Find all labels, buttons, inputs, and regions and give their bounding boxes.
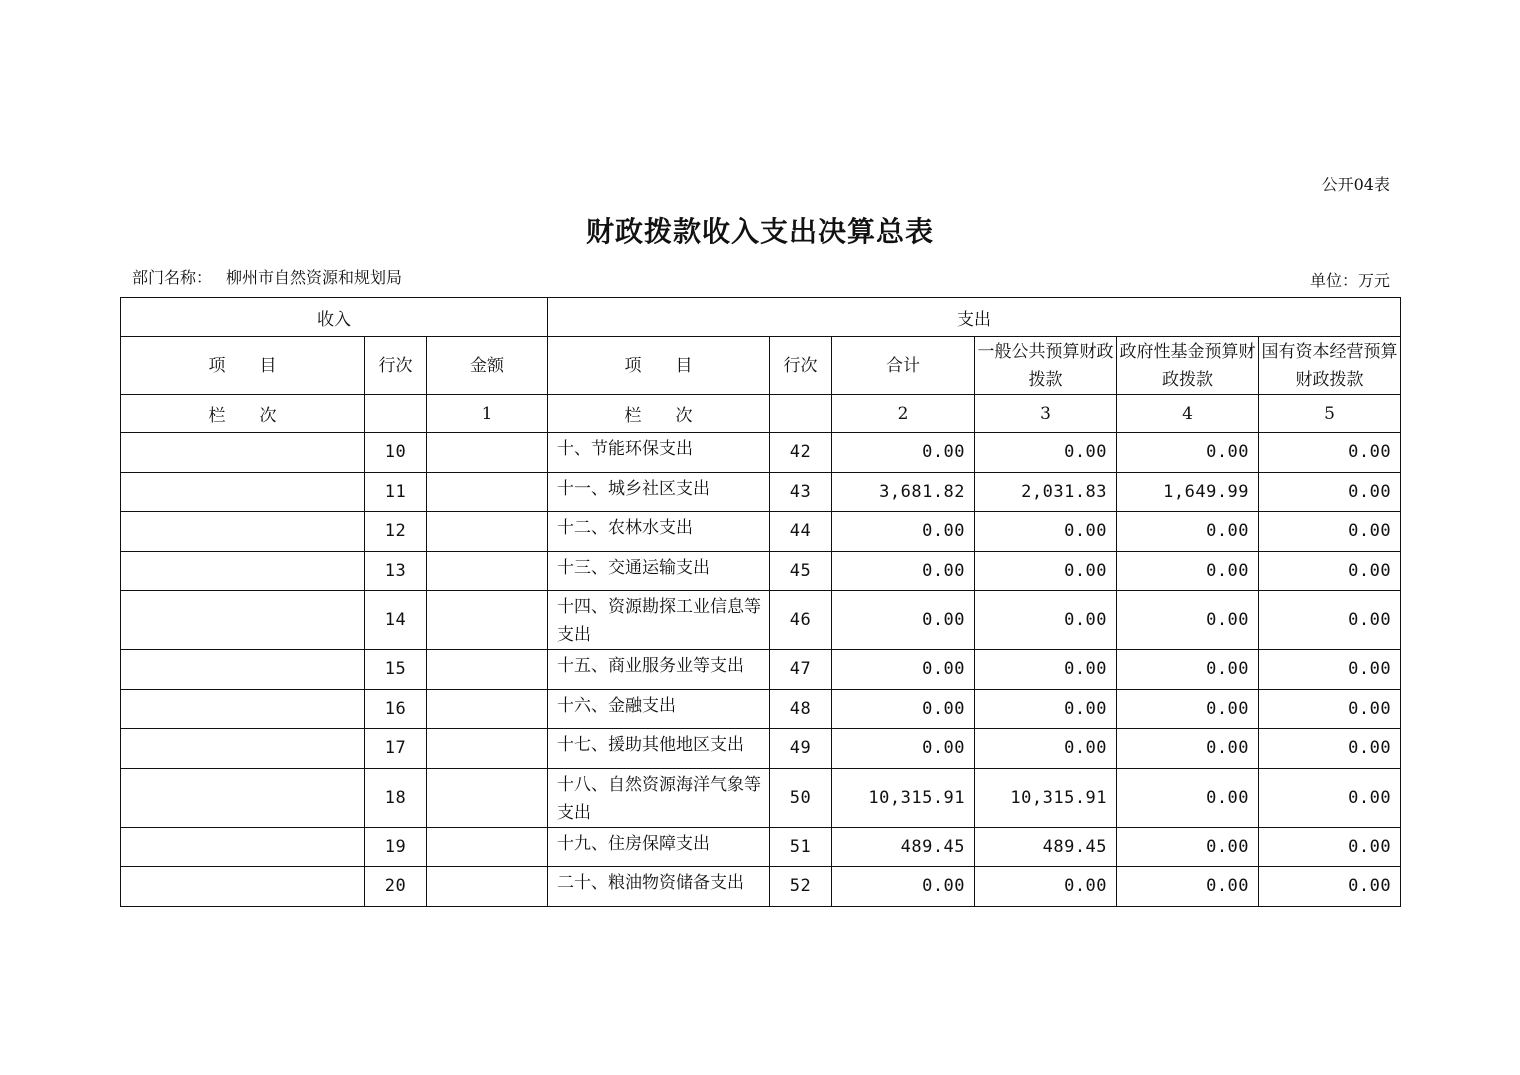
expense-item-cell: 十四、资源勘探工业信息等支出 — [548, 591, 770, 650]
table-row — [121, 768, 1401, 827]
income-item-cell — [121, 650, 365, 690]
income-item-cell — [121, 472, 365, 512]
empty-cell — [365, 395, 427, 433]
table-row — [121, 551, 1401, 591]
department-line — [132, 265, 402, 288]
expense-header: 支出 — [548, 298, 1401, 337]
income-line-cell: 16 — [365, 689, 427, 729]
income-line-cell: 19 — [365, 827, 427, 867]
expense-line-cell: 50 — [770, 768, 832, 827]
expense-line-cell: 44 — [770, 512, 832, 552]
state-capital-cell: 0.00 — [1259, 689, 1401, 729]
income-line-cell: 20 — [365, 867, 427, 907]
income-amount-cell — [427, 768, 548, 827]
expense-line-cell: 45 — [770, 551, 832, 591]
income-amount-cell — [427, 729, 548, 769]
column-number-1: 1 — [427, 395, 548, 433]
general-budget-header: 一般公共预算财政拨款 — [975, 337, 1117, 395]
expense-item-cell: 二十、粮油物资储备支出 — [548, 867, 770, 907]
table-row — [121, 433, 1401, 473]
header-row-1 — [121, 298, 1401, 337]
state-capital-cell: 0.00 — [1259, 512, 1401, 552]
total-cell: 0.00 — [832, 512, 975, 552]
total-cell: 0.00 — [832, 650, 975, 690]
income-item-cell — [121, 551, 365, 591]
total-cell: 489.45 — [832, 827, 975, 867]
expense-line-cell: 49 — [770, 729, 832, 769]
department-label: 部门名称： — [132, 268, 213, 287]
income-item-cell — [121, 867, 365, 907]
income-item-cell — [121, 512, 365, 552]
income-amount-header: 金额 — [427, 337, 548, 395]
table-row — [121, 867, 1401, 907]
income-item-cell — [121, 433, 365, 473]
income-item-cell — [121, 827, 365, 867]
form-number: 公开04表 — [1321, 175, 1390, 194]
gov-fund-cell: 0.00 — [1117, 591, 1259, 650]
expense-item-cell: 十二、农林水支出 — [548, 512, 770, 552]
general-budget-cell: 0.00 — [975, 591, 1117, 650]
income-item-cell — [121, 689, 365, 729]
gov-fund-cell: 0.00 — [1117, 650, 1259, 690]
gov-fund-cell: 0.00 — [1117, 827, 1259, 867]
total-cell: 0.00 — [832, 729, 975, 769]
income-item-cell — [121, 591, 365, 650]
gov-fund-cell: 0.00 — [1117, 551, 1259, 591]
expense-line-cell: 48 — [770, 689, 832, 729]
income-line-cell: 12 — [365, 512, 427, 552]
total-cell: 0.00 — [832, 689, 975, 729]
total-cell: 3,681.82 — [832, 472, 975, 512]
general-budget-cell: 2,031.83 — [975, 472, 1117, 512]
general-budget-cell: 0.00 — [975, 650, 1117, 690]
state-capital-cell: 0.00 — [1259, 827, 1401, 867]
expense-line-cell: 42 — [770, 433, 832, 473]
expense-line-cell: 51 — [770, 827, 832, 867]
income-line-cell: 18 — [365, 768, 427, 827]
gov-fund-cell: 1,649.99 — [1117, 472, 1259, 512]
column-number-4: 4 — [1117, 395, 1259, 433]
income-item-header: 项 目 — [121, 337, 365, 395]
table-row — [121, 591, 1401, 650]
income-amount-cell — [427, 512, 548, 552]
column-number-5: 5 — [1259, 395, 1401, 433]
income-line-cell: 10 — [365, 433, 427, 473]
general-budget-cell: 0.00 — [975, 551, 1117, 591]
general-budget-cell: 489.45 — [975, 827, 1117, 867]
income-amount-cell — [427, 472, 548, 512]
income-amount-cell — [427, 551, 548, 591]
department-name: 柳州市自然资源和规划局 — [226, 268, 403, 287]
expense-item-cell: 十三、交通运输支出 — [548, 551, 770, 591]
expense-item-cell: 十七、援助其他地区支出 — [548, 729, 770, 769]
total-cell: 10,315.91 — [832, 768, 975, 827]
column-number-3: 3 — [975, 395, 1117, 433]
total-cell: 0.00 — [832, 551, 975, 591]
column-label-expense: 栏 次 — [548, 395, 770, 433]
income-line-cell: 17 — [365, 729, 427, 769]
income-header: 收入 — [121, 298, 548, 337]
expense-item-cell: 十九、住房保障支出 — [548, 827, 770, 867]
budget-table — [120, 297, 1401, 907]
expense-item-cell: 十六、金融支出 — [548, 689, 770, 729]
expense-item-cell: 十八、自然资源海洋气象等支出 — [548, 768, 770, 827]
income-amount-cell — [427, 827, 548, 867]
expense-item-cell: 十五、商业服务业等支出 — [548, 650, 770, 690]
page-title: 财政拨款收入支出决算总表 — [585, 215, 934, 248]
expense-line-cell: 52 — [770, 867, 832, 907]
general-budget-cell: 0.00 — [975, 689, 1117, 729]
empty-cell — [770, 395, 832, 433]
header-row-2 — [121, 337, 1401, 395]
general-budget-cell: 0.00 — [975, 729, 1117, 769]
expense-line-cell: 43 — [770, 472, 832, 512]
gov-fund-cell: 0.00 — [1117, 689, 1259, 729]
general-budget-cell: 10,315.91 — [975, 768, 1117, 827]
income-amount-cell — [427, 650, 548, 690]
column-label-income: 栏 次 — [121, 395, 365, 433]
table-row — [121, 512, 1401, 552]
income-line-cell: 13 — [365, 551, 427, 591]
income-item-cell — [121, 768, 365, 827]
income-line-cell: 14 — [365, 591, 427, 650]
income-item-cell — [121, 729, 365, 769]
state-capital-cell: 0.00 — [1259, 551, 1401, 591]
expense-item-cell: 十、节能环保支出 — [548, 433, 770, 473]
expense-item-header: 项 目 — [548, 337, 770, 395]
gov-fund-cell: 0.00 — [1117, 867, 1259, 907]
income-amount-cell — [427, 689, 548, 729]
general-budget-cell: 0.00 — [975, 512, 1117, 552]
total-cell: 0.00 — [832, 433, 975, 473]
gov-fund-cell: 0.00 — [1117, 729, 1259, 769]
state-capital-cell: 0.00 — [1259, 591, 1401, 650]
column-number-row — [121, 395, 1401, 433]
gov-fund-cell: 0.00 — [1117, 512, 1259, 552]
unit-label: 单位：万元 — [1309, 271, 1390, 290]
income-line-cell: 11 — [365, 472, 427, 512]
state-capital-cell: 0.00 — [1259, 433, 1401, 473]
income-line-cell: 15 — [365, 650, 427, 690]
general-budget-cell: 0.00 — [975, 433, 1117, 473]
expense-item-cell: 十一、城乡社区支出 — [548, 472, 770, 512]
table-row — [121, 827, 1401, 867]
table-row — [121, 689, 1401, 729]
state-capital-cell: 0.00 — [1259, 729, 1401, 769]
gov-fund-header: 政府性基金预算财政拨款 — [1117, 337, 1259, 395]
income-line-header: 行次 — [365, 337, 427, 395]
state-capital-cell: 0.00 — [1259, 867, 1401, 907]
total-cell: 0.00 — [832, 867, 975, 907]
state-capital-cell: 0.00 — [1259, 650, 1401, 690]
income-amount-cell — [427, 433, 548, 473]
gov-fund-cell: 0.00 — [1117, 433, 1259, 473]
table-row — [121, 729, 1401, 769]
total-cell: 0.00 — [832, 591, 975, 650]
expense-line-header: 行次 — [770, 337, 832, 395]
expense-line-cell: 47 — [770, 650, 832, 690]
expense-line-cell: 46 — [770, 591, 832, 650]
column-number-2: 2 — [832, 395, 975, 433]
gov-fund-cell: 0.00 — [1117, 768, 1259, 827]
total-header: 合计 — [832, 337, 975, 395]
table-row — [121, 650, 1401, 690]
state-capital-cell: 0.00 — [1259, 472, 1401, 512]
state-capital-cell: 0.00 — [1259, 768, 1401, 827]
table-row — [121, 472, 1401, 512]
general-budget-cell: 0.00 — [975, 867, 1117, 907]
income-amount-cell — [427, 867, 548, 907]
income-amount-cell — [427, 591, 548, 650]
state-capital-header: 国有资本经营预算财政拨款 — [1259, 337, 1401, 395]
